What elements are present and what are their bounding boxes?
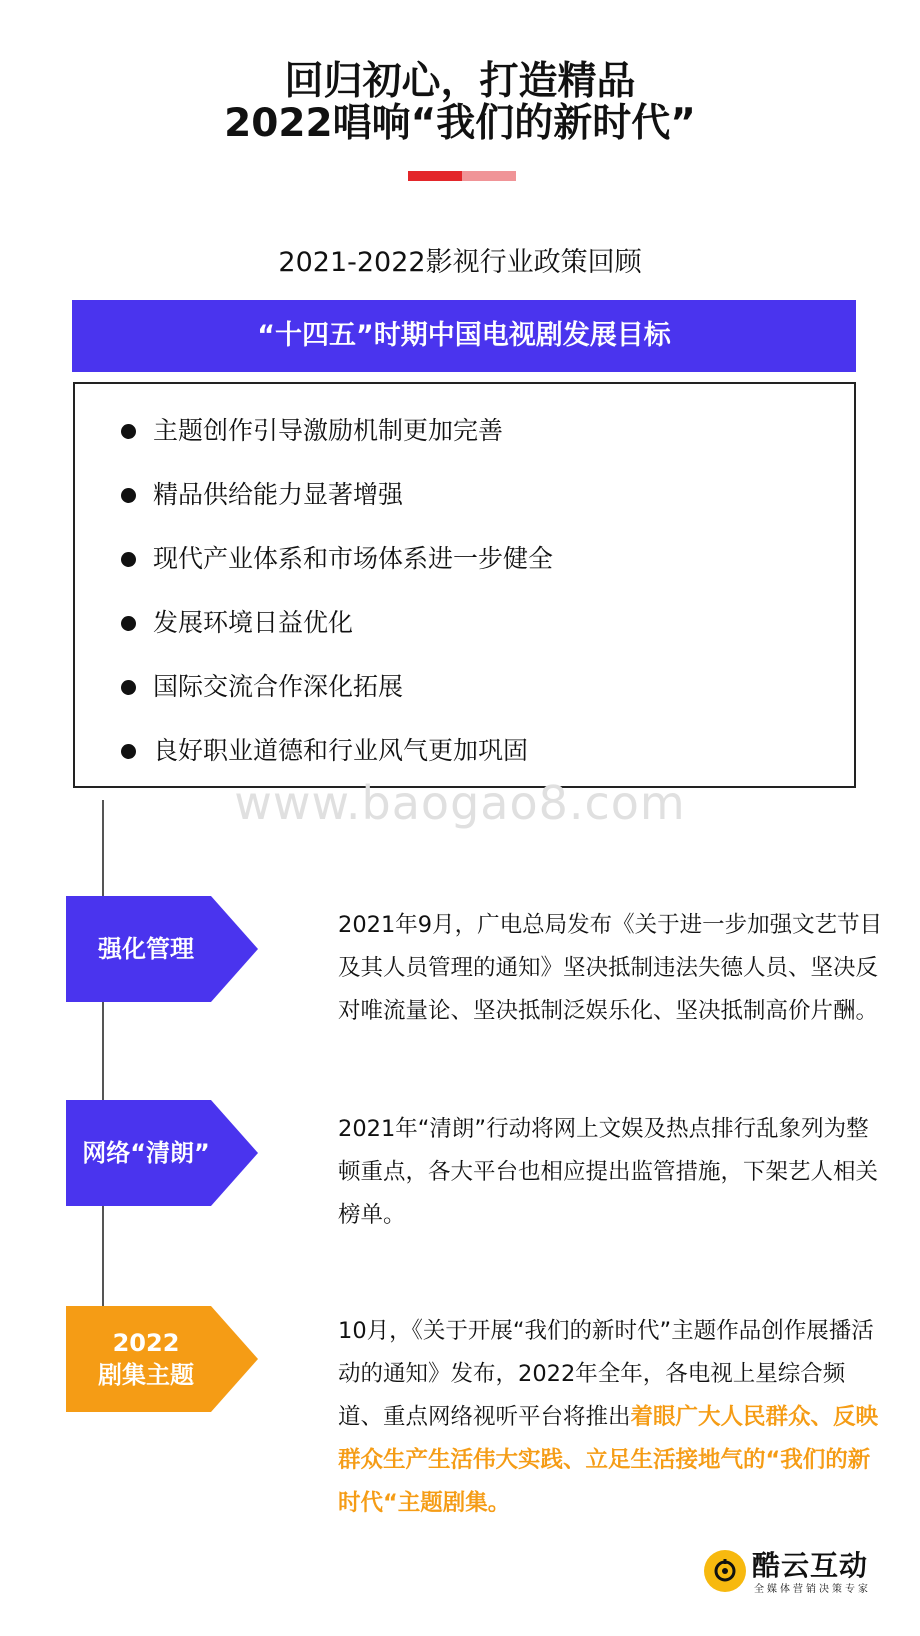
watermark: www.baogao8.com (234, 776, 686, 830)
goal-item (153, 610, 353, 635)
bullet-icon (121, 616, 136, 631)
timeline-tag-management (66, 896, 262, 1002)
tag-label (66, 1306, 226, 1412)
goals-banner: “十四五”时期中国电视剧发展目标 (72, 300, 856, 372)
page-title-line-1: 回归初心，打造精品 (284, 59, 636, 104)
timeline-tag-qinglang (66, 1100, 262, 1206)
tag-label-title: 剧集主题 (98, 1361, 194, 1389)
tag-label: 强化管理 (98, 934, 194, 963)
goal-item (153, 418, 503, 443)
goal-text: 良好职业道德和行业风气更加巩固 (153, 736, 529, 765)
goal-text: 精品供给能力显著增强 (153, 480, 404, 509)
title-accent-bar-light (462, 171, 516, 181)
goal-item (153, 674, 403, 699)
bullet-icon (121, 488, 136, 503)
bullet-icon (121, 424, 136, 439)
section-subtitle: 2021-2022影视行业政策回顾 (278, 247, 642, 278)
brand-name: 酷云互动 (752, 1549, 869, 1582)
goal-text: 主题创作引导激励机制更加完善 (153, 416, 504, 445)
bullet-icon (121, 552, 136, 567)
page-title-line-2: 2022唱响“我们的新时代” (224, 101, 696, 146)
goal-item (153, 482, 403, 507)
bullet-icon (121, 680, 136, 695)
goal-text: 发展环境日益优化 (153, 608, 354, 637)
highlighted-text: 着眼广大人民群众、反映群众生产生活伟大实践、立足生活接地气的“我们的新时代“主题剧集。 (338, 1404, 879, 1516)
title-accent-bar (408, 171, 462, 181)
timeline-line (102, 800, 104, 1360)
goal-text: 现代产业体系和市场体系进一步健全 (153, 544, 554, 573)
timeline-text-qinglang: 2021年“清朗”行动将网上文娱及热点排行乱象列为整顿重点，各大平台也相应提出监管措施，下架艺人相关榜单。 (338, 1116, 879, 1228)
tag-label: 网络“清朗” (82, 1138, 210, 1167)
paragraph-text: 10月，《关于开展“我们的新时代”主题作品创作展播活动的通知》发布，2022年全年，各电视上星综合频道、重点网络视听平台将推出 (338, 1318, 874, 1430)
tag-label-year: 2022 (112, 1328, 180, 1357)
timeline-text-2022-theme (338, 1310, 883, 1525)
brand-logo-icon (704, 1550, 746, 1592)
goals-list (73, 382, 856, 788)
logo-mark (710, 1556, 740, 1586)
timeline-tag-2022-theme (66, 1306, 262, 1412)
goal-item (153, 738, 528, 763)
bullet-icon (121, 744, 136, 759)
goal-item (153, 546, 553, 571)
timeline-text-management: 2021年9月，广电总局发布《关于进一步加强文艺节目及其人员管理的通知》坚决抵制违法失德人员、坚决反对唯流量论、坚决抵制泛娱乐化、坚决抵制高价片酬。 (338, 912, 883, 1024)
brand-tagline: 全媒体营销决策专家 (754, 1584, 871, 1595)
goal-text: 国际交流合作深化拓展 (153, 672, 404, 701)
